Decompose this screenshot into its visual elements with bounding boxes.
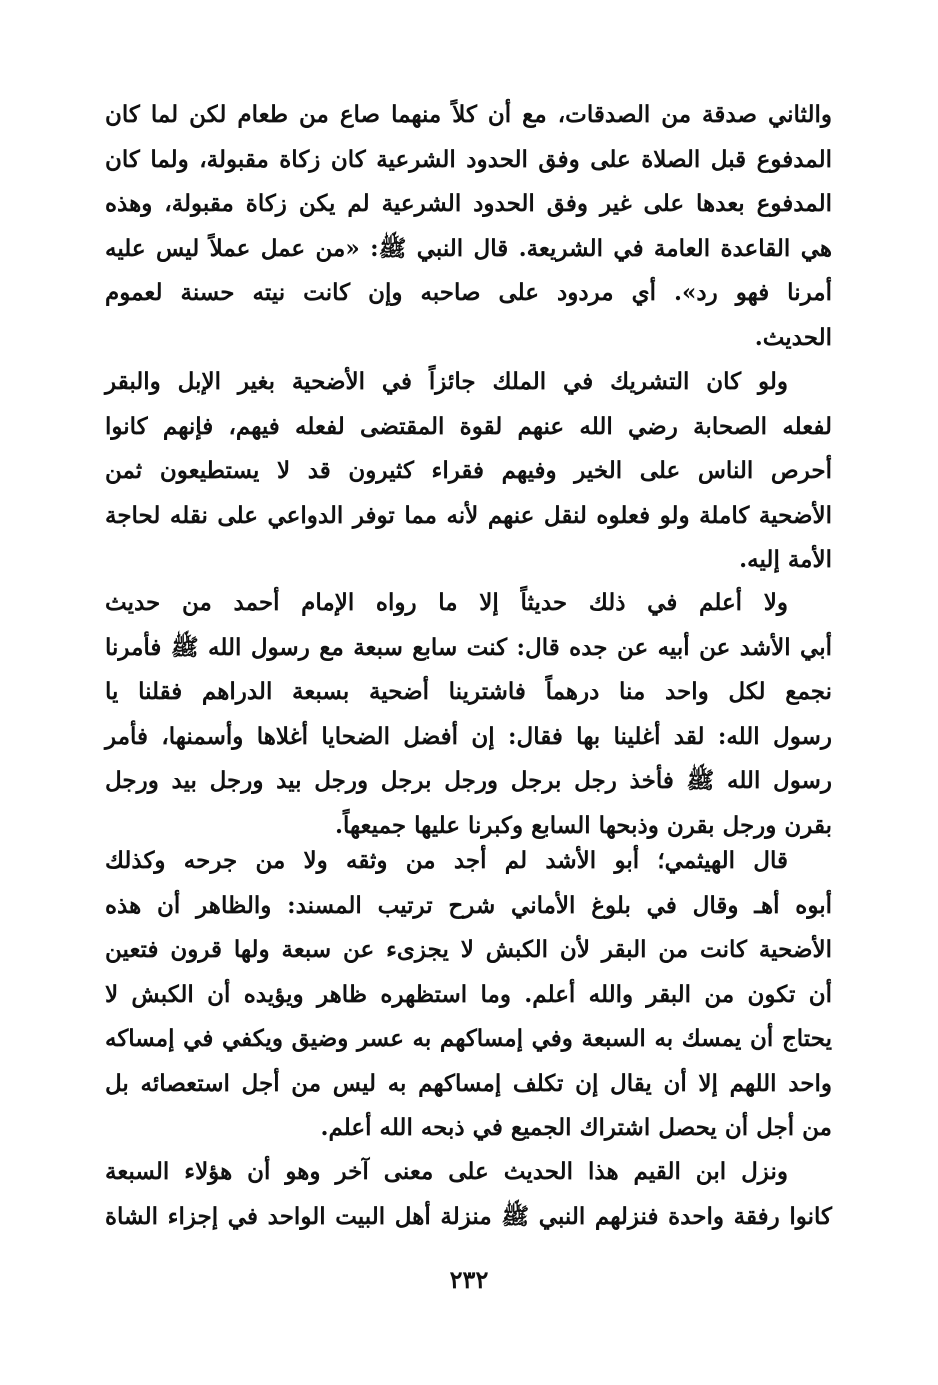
- text-line: ولا أعلم في ذلك حديثاً إلا ما رواه الإمام أحمد من حديث: [105, 589, 788, 616]
- text-line: الأمة إليه.: [739, 546, 832, 573]
- text-line: الأضحية كانت من البقر لأن الكبش لا يجزىء عن سبعة ولها قرون فتعين: [105, 936, 832, 963]
- text-line: هي القاعدة العامة في الشريعة. قال النبي ﷺ: «من عمل عملاً ليس عليه: [105, 234, 832, 262]
- text-line: بقرن ورجل بقرن وذبحها السابع وكبرنا عليها جميعهاً.: [334, 811, 832, 839]
- text-line: رسول الله ﷺ فأخذ رجل برجل ورجل برجل ورجل بيد ورجل بيد ورجل: [105, 767, 832, 794]
- paragraph-3: [105, 581, 832, 848]
- text-line: من أجل أن يحصل اشتراك الجميع في ذبحه الله أعلم.: [320, 1114, 832, 1141]
- text-line: أمرنا فهو رد». أي مردود على صاحبه وإن كانت نيته حسنة لعموم: [105, 279, 832, 306]
- text-line: نجمع لكل واحد منا درهماً فاشترينا أضحية بسبعة الدراهم فقلنا يا: [105, 678, 832, 705]
- page-number: ٢٣٢: [449, 1265, 489, 1294]
- text-line: رسول الله: لقد أغلينا بها فقال: إن أفضل الضحايا أغلاها وأسمنها، فأمر: [105, 722, 832, 750]
- text-line: ونزل ابن القيم هذا الحديث على معنى آخر وهو أن هؤلاء السبعة: [105, 1158, 788, 1185]
- text-line: الأضحية كاملة ولو فعلوه لنقل عنهم لأنه مما توفر الدواعي على نقله لحاجة: [105, 501, 832, 529]
- paragraph-1: [105, 93, 832, 360]
- text-line: المدفوع بعدها على غير وفق الحدود الشرعية لم يكن زكاة مقبولة، وهذه: [105, 190, 832, 217]
- text-line: يحتاج أن يمسك به السبعة وفي إمساكهم به عسر وضيق ويكفي في إمساكه: [105, 1025, 832, 1052]
- text-line: أبوه أهـ وقال في بلوغ الأماني شرح ترتيب المسند: والظاهر أن هذه: [105, 891, 832, 919]
- paragraph-2: [105, 360, 832, 583]
- text-line: والثاني صدقة من الصدقات، مع أن كلاً منهما صاع من طعام لكن لما كان: [105, 101, 832, 128]
- text-line: كانوا رفقة واحدة فنزلهم النبي ﷺ منزلة أهل البيت الواحد في إجزاء الشاة: [105, 1202, 832, 1230]
- text-line: الحديث.: [754, 323, 832, 351]
- text-line: أبي الأشد عن أبيه عن جده قال: كنت سابع سبعة مع رسول الله ﷺ فأمرنا: [105, 633, 832, 661]
- paragraph-5: [105, 1150, 832, 1239]
- text-line: ولو كان التشريك في الملك جائزاً في الأضحية بغير الإبل والبقر: [105, 368, 788, 395]
- text-line: قال الهيثمي؛ أبو الأشد لم أجد من وثقه ولا من جرحه وكذلك: [105, 847, 788, 874]
- paragraph-4: [105, 839, 832, 1151]
- text-line: أن تكون من البقر والله أعلم. وما استظهره ظاهر ويؤيده أن الكبش لا: [105, 980, 832, 1008]
- text-line: المدفوع قبل الصلاة على وفق الحدود الشرعية كان زكاة مقبولة، ولما كان: [105, 145, 832, 173]
- text-line: أحرص الناس على الخير وفيهم فقراء كثيرون قد لا يستطيعون ثمن: [105, 457, 832, 484]
- text-line: واحد اللهم إلا أن يقال إن تكلف إمساكهم به ليس من أجل استعصائه بل: [105, 1069, 832, 1097]
- text-line: لفعله الصحابة رضي الله عنهم لقوة المقتضى لفعله فيهم، فإنهم كانوا: [105, 412, 832, 440]
